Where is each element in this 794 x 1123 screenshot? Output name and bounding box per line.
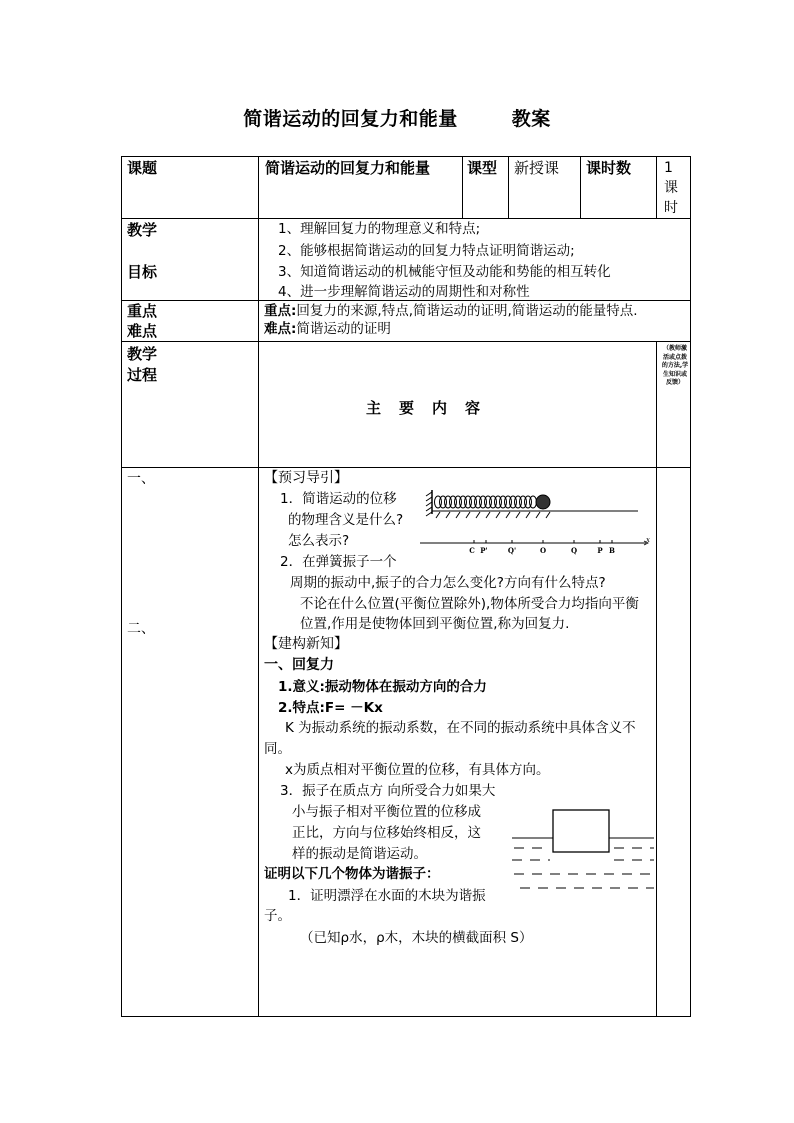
main-content-title: 主要内容 [366,399,499,417]
axis-label-q: Q [570,546,578,555]
type-value: 新授课 [514,159,560,177]
process-label-bottom: 过程 [127,366,158,384]
hours-value-3: 时 [664,200,678,216]
hours-value-1: 1 [664,160,673,176]
section-two: 二、 [127,621,155,637]
keypoints-label-bottom: 难点 [127,322,158,340]
axis-label-c: C [469,546,475,555]
key-point-text: 回复力的来源,特点,简谐运动的证明,简谐运动的能量特点. [296,303,638,319]
spring-icon [435,496,537,508]
section-restoring-force: 一、回复力 [264,657,334,673]
k-line-2: 同。 [264,741,291,757]
axis-label-b: B [609,546,615,555]
answer-line-1: 不论在什么位置(平衡位置除外),物体所受合力均指向平衡 [300,596,639,612]
objective-2: 2、能够根据简谐运动的回复力特点证明简谐运动; [278,243,575,259]
point-3-line-1: 3．振子在质点方 向所受合力如果大 [280,783,496,799]
process-label-top: 教学 [127,345,158,363]
question-2-line-2: 周期的振动中,振子的合力怎么变化?方向有什么特点? [290,575,606,591]
objectives-label-bottom: 目标 [127,263,158,281]
question-2-line-1: 2．在弹簧振子一个 [280,554,397,570]
keypoints-label-top: 重点 [127,302,158,320]
prove-1-line-1: 1．证明漂浮在水面的木块为谐振 [288,888,486,904]
topic-label: 课题 [127,159,158,177]
axis-label-q-prime: Q' [507,546,517,555]
hard-point [264,320,391,338]
point-3-line-4: 样的振动是简谐运动。 [292,846,427,862]
wood-block-icon [553,810,609,852]
hours-label: 课时数 [586,159,632,177]
feature-line: 2.特点:F= －Kx [278,700,383,716]
title-suffix: 教案 [511,108,551,130]
objective-4: 4、进一步理解简谐运动的周期性和对称性 [278,284,530,300]
hard-point-text: 简谐运动的证明 [296,321,391,337]
question-1-line-1: 1．简谐运动的位移 [280,491,397,507]
key-point [264,302,638,320]
water-surface-lines [512,848,654,888]
question-1-line-2: 的物理含义是什么? [288,512,404,528]
floating-block-diagram [510,808,656,902]
point-3-line-3: 正比，方向与位移始终相反，这 [292,825,481,841]
type-label: 课型 [467,159,498,177]
key-point-label: 重点: [264,303,297,319]
question-1-line-3: 怎么表示? [288,533,350,549]
axis-label-x: x [646,536,650,544]
objectives-label-top: 教学 [127,221,158,239]
given-line: （已知ρ水，ρ木，木块的横截面积 S） [300,930,533,946]
axis-label-o: O [539,546,547,555]
title-main: 简谐运动的回复力和能量 [243,108,458,130]
section-one: 一、 [127,471,155,487]
answer-line-2: 位置,作用是使物体回到平衡位置,称为回复力. [300,616,570,632]
axis-label-p: P [597,546,603,555]
spring-oscillator-diagram [420,486,650,558]
document-title [0,104,794,131]
axis-label-p-prime: P' [480,546,488,555]
k-line-1: K 为振动系统的振动系数，在不同的振动系统中具体含义不 [285,720,636,736]
prove-1-line-2: 子。 [264,908,291,924]
objective-3: 3、知道简谐运动的机械能守恒及动能和势能的相互转化 [278,264,611,280]
topic-value: 简谐运动的回复力和能量 [265,159,431,177]
oscillator-ball-icon [536,495,550,509]
preview-header: 【预习导引】 [264,470,348,486]
build-header: 【建构新知】 [264,636,348,652]
point-3-line-2: 小与振子相对平衡位置的位移成 [292,804,481,820]
hard-point-label: 难点: [264,321,297,337]
teacher-note: （教师激活或点拨的方法,学生知识或反馈） [661,345,689,386]
hours-value-2: 课 [664,180,678,196]
prove-header: 证明以下几个物体为谐振子： [264,866,440,882]
x-line: x为质点相对平衡位置的位移，有具体方向。 [285,762,550,778]
objective-1: 1、理解回复力的物理意义和特点; [278,221,481,237]
meaning-line: 1.意义:振动物体在振动方向的合力 [278,679,487,695]
